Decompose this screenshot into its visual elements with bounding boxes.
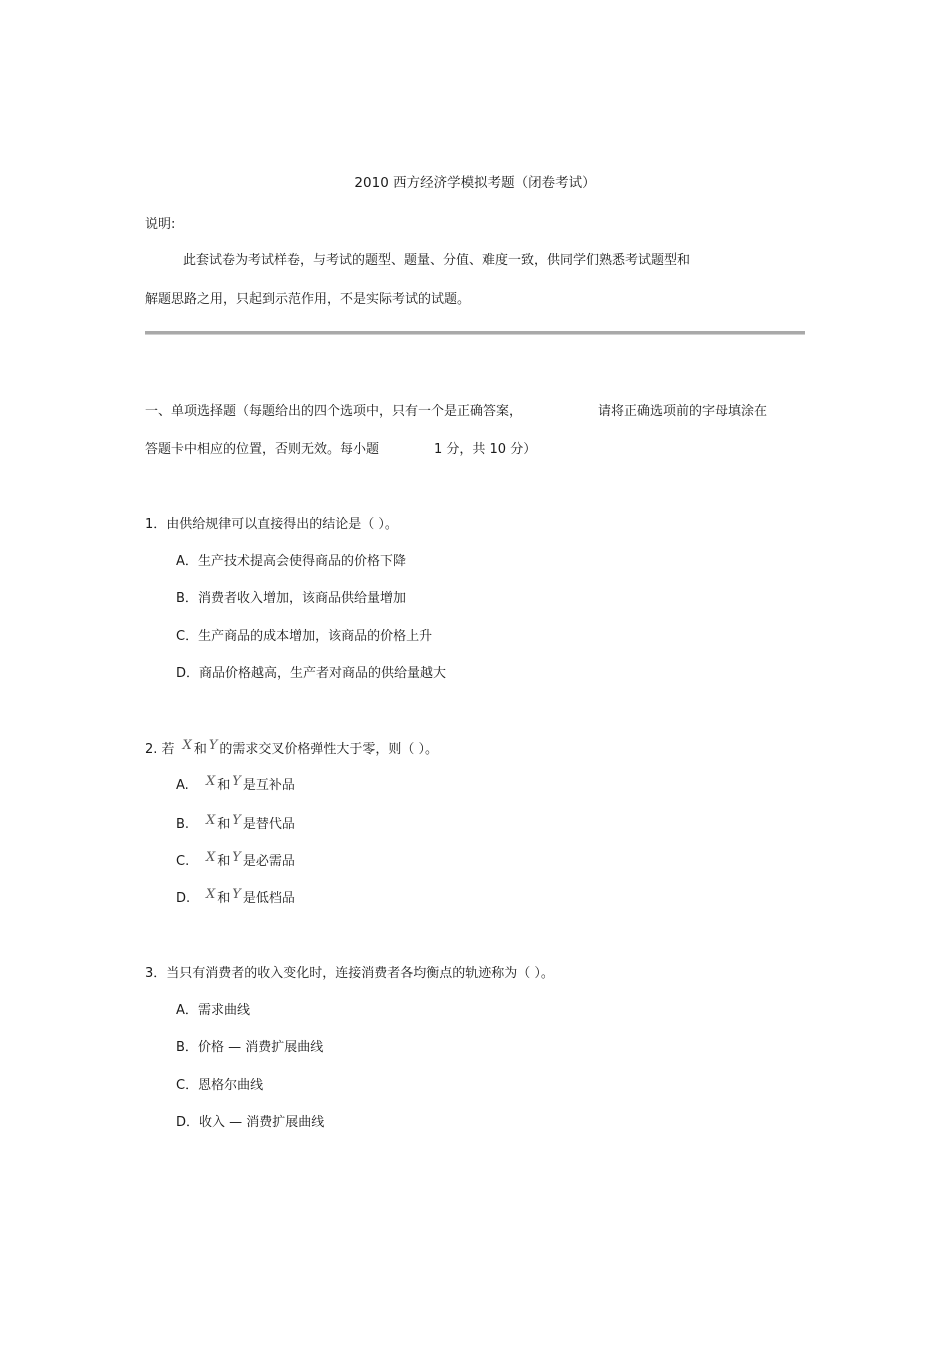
variable-x: X xyxy=(182,738,192,753)
intro-line-2: 解题思路之用，只起到示范作用，不是实际考试的试题。 xyxy=(145,292,471,307)
conjunction: 和 xyxy=(217,778,231,793)
section-divider xyxy=(145,331,805,335)
option-letter: B． xyxy=(176,591,198,606)
variable-y: Y xyxy=(232,887,241,902)
question-2-option-a xyxy=(176,774,295,793)
option-text: 是低档品 xyxy=(242,891,295,906)
variable-x: X xyxy=(206,774,216,789)
option-letter: A. xyxy=(176,778,189,793)
variable-y: Y xyxy=(232,813,241,828)
question-2-option-b xyxy=(176,813,295,832)
option-text: 价格 — 消费扩展曲线 xyxy=(198,1040,324,1055)
question-3-stem: 3．当只有消费者的收入变化时，连接消费者各均衡点的轨迹称为（ ）。 xyxy=(145,966,554,981)
question-3-option-c xyxy=(176,1074,263,1093)
option-text: 是替代品 xyxy=(242,817,295,832)
option-letter: B． xyxy=(176,1040,198,1055)
note-label: 说明: xyxy=(145,217,176,232)
question-1-option-d xyxy=(176,662,446,681)
option-letter: D． xyxy=(176,1115,200,1130)
variable-x: X xyxy=(206,813,216,828)
question-1-option-b xyxy=(176,587,406,606)
variable-y: Y xyxy=(232,850,241,865)
option-letter: D． xyxy=(176,666,200,681)
option-text: 商品价格越高，生产者对商品的供给量越大 xyxy=(199,666,447,681)
question-1-option-a xyxy=(176,550,406,569)
option-letter: C． xyxy=(176,1078,199,1093)
variable-y: Y xyxy=(232,774,241,789)
question-1-stem: 1．由供给规律可以直接得出的结论是（ ）。 xyxy=(145,517,398,532)
question-3-option-d xyxy=(176,1111,324,1130)
question-2-option-c xyxy=(176,850,295,869)
section-heading-line2-right: 1 分，共 10 分） xyxy=(434,442,537,457)
option-text: 生产技术提高会使得商品的价格下降 xyxy=(198,554,407,569)
option-text: 是必需品 xyxy=(242,854,295,869)
conjunction: 和 xyxy=(217,854,231,869)
question-2-number: 2. 若 xyxy=(145,742,175,757)
question-3-option-b xyxy=(176,1036,323,1055)
conjunction: 和 xyxy=(217,817,231,832)
question-2-stem xyxy=(145,738,438,757)
conjunction: 和 xyxy=(217,891,231,906)
option-letter: D. xyxy=(176,891,191,906)
question-1-option-c xyxy=(176,625,432,644)
question-3-option-a xyxy=(176,999,250,1018)
page-title: 2010 西方经济学模拟考题（闭卷考试） xyxy=(354,175,596,191)
section-heading-line1-right: 请将正确选项前的字母填涂在 xyxy=(598,404,768,419)
conjunction: 和 xyxy=(193,742,207,757)
variable-y: Y xyxy=(208,738,218,753)
option-text: 生产商品的成本增加，该商品的价格上升 xyxy=(198,629,433,644)
option-letter: C． xyxy=(176,629,199,644)
variable-x: X xyxy=(206,850,216,865)
question-2-option-d xyxy=(176,887,295,906)
option-letter: B. xyxy=(176,817,190,832)
option-text: 消费者收入增加，该商品供给量增加 xyxy=(198,591,407,606)
option-letter: A． xyxy=(176,1003,198,1018)
intro-line-1: 此套试卷为考试样卷，与考试的题型、题量、分值、难度一致，供同学们熟悉考试题型和 xyxy=(183,253,691,268)
option-letter: C. xyxy=(176,854,190,869)
option-text: 是互补品 xyxy=(242,778,295,793)
option-text: 恩格尔曲线 xyxy=(198,1078,264,1093)
section-heading-line1-left: 一、单项选择题（每题给出的四个选项中，只有一个是正确答案， xyxy=(145,404,523,419)
section-heading-line2-left: 答题卡中相应的位置，否则无效。每小题 xyxy=(145,442,380,457)
option-text: 收入 — 消费扩展曲线 xyxy=(199,1115,325,1130)
option-letter: A． xyxy=(176,554,198,569)
option-text: 需求曲线 xyxy=(198,1003,251,1018)
variable-x: X xyxy=(206,887,216,902)
question-2-stem-text: 的需求交叉价格弹性大于零，则（ ）。 xyxy=(219,742,439,757)
